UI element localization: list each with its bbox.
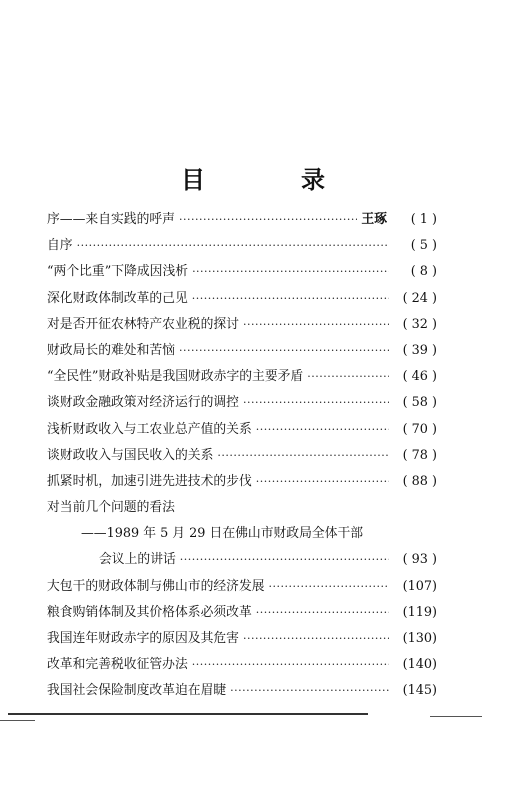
toc-entry	[47, 653, 437, 679]
dot-leader	[256, 606, 389, 619]
toc-entry-page: ( 8 )	[410, 264, 437, 280]
toc-entry-page: ( 24 )	[402, 290, 437, 306]
toc-entry	[47, 234, 437, 260]
toc-entry	[47, 208, 437, 234]
toc-entry	[47, 391, 437, 417]
toc-entry	[47, 575, 437, 601]
toc-entry-title: 会议上的讲话	[99, 552, 176, 568]
toc-entry-page: ( 39 )	[402, 342, 437, 358]
toc-entry-title: 对是否开征农林特产农业税的探讨	[47, 316, 239, 332]
toc-entry-page: ( 70 )	[402, 421, 437, 437]
toc-entry-subtitle	[47, 522, 437, 548]
dot-leader	[243, 632, 389, 645]
dot-leader	[256, 475, 389, 488]
toc-entry-title: 财政局长的难处和苦恼	[47, 342, 175, 358]
toc-entry-page: (130)	[402, 631, 437, 646]
toc-entry-page: (107)	[402, 578, 437, 594]
toc-entry	[47, 496, 437, 522]
toc-entry-title: 我国社会保险制度改革迫在眉睫	[47, 683, 227, 699]
bottom-rule-right	[430, 716, 482, 717]
dot-leader	[256, 423, 389, 436]
toc-entry	[47, 418, 437, 444]
toc-entry-page: ( 93 )	[402, 552, 437, 568]
bottom-rule	[8, 713, 368, 715]
toc-entry	[47, 627, 437, 653]
toc-entry	[47, 287, 437, 313]
toc-entry-page: ( 1 )	[410, 212, 437, 227]
toc-entry-page: (145)	[402, 683, 437, 699]
toc-entry	[47, 548, 437, 574]
dot-leader	[77, 239, 389, 252]
toc-entry-page: (140)	[402, 657, 437, 673]
dot-leader	[192, 658, 389, 671]
toc-entry-title: 谈财政金融政策对经济运行的调控	[47, 395, 239, 411]
toc-entry-title: ——1989 年 5 月 29 日在佛山市财政局全体干部	[81, 526, 364, 542]
toc-entry-title: 我国连年财政赤字的原因及其危害	[47, 631, 239, 646]
dot-leader	[243, 396, 389, 409]
toc-entry-page: (119)	[402, 604, 437, 620]
toc-entry-page: ( 78 )	[402, 447, 437, 463]
toc-entry	[47, 601, 437, 627]
toc-entry-title: 对当前几个问题的看法	[47, 500, 175, 516]
toc-entry-title: 抓紧时机，加速引进先进技术的步伐	[47, 473, 252, 489]
toc-entry	[47, 444, 437, 470]
toc-entry-title: “两个比重”下降成因浅析	[47, 264, 189, 280]
dot-leader	[307, 370, 389, 383]
table-of-contents	[47, 208, 437, 706]
toc-entry-page: ( 46 )	[402, 369, 437, 385]
toc-entry	[47, 313, 437, 339]
toc-entry-author: 王琢	[361, 212, 387, 227]
toc-entry-title: 大包干的财政体制与佛山市的经济发展	[47, 578, 265, 594]
toc-entry-title: 浅析财政收入与工农业总产值的关系	[47, 421, 252, 437]
toc-entry-title: 序——来自实践的呼声	[47, 212, 175, 227]
toc-entry-title: 自序	[47, 238, 73, 254]
toc-entry-page: ( 88 )	[402, 473, 437, 489]
toc-entry	[47, 470, 437, 496]
toc-entry-title: 粮食购销体制及其价格体系必须改革	[47, 604, 252, 620]
page-title: 目 录	[181, 166, 361, 194]
dot-leader	[179, 213, 357, 226]
dot-leader	[179, 344, 389, 357]
toc-entry-title: 改革和完善税收征管办法	[47, 657, 188, 673]
dot-leader	[192, 292, 389, 305]
dot-leader	[243, 318, 389, 331]
toc-entry-page: ( 58 )	[402, 395, 437, 411]
toc-entry-title: 深化财政体制改革的己见	[47, 290, 188, 306]
dot-leader	[180, 553, 389, 566]
toc-entry	[47, 260, 437, 286]
toc-entry	[47, 339, 437, 365]
toc-entry	[47, 365, 437, 391]
bottom-rule-left	[0, 720, 35, 721]
dot-leader	[192, 265, 389, 278]
dot-leader	[217, 449, 389, 462]
dot-leader	[230, 684, 389, 697]
toc-entry-title: 谈财政收入与国民收入的关系	[47, 447, 214, 463]
toc-entry-page: ( 32 )	[402, 316, 437, 332]
toc-entry-page: ( 5 )	[410, 238, 437, 254]
toc-entry	[47, 679, 437, 705]
toc-entry-title: “全民性”财政补贴是我国财政赤字的主要矛盾	[47, 369, 304, 385]
dot-leader	[269, 580, 389, 593]
